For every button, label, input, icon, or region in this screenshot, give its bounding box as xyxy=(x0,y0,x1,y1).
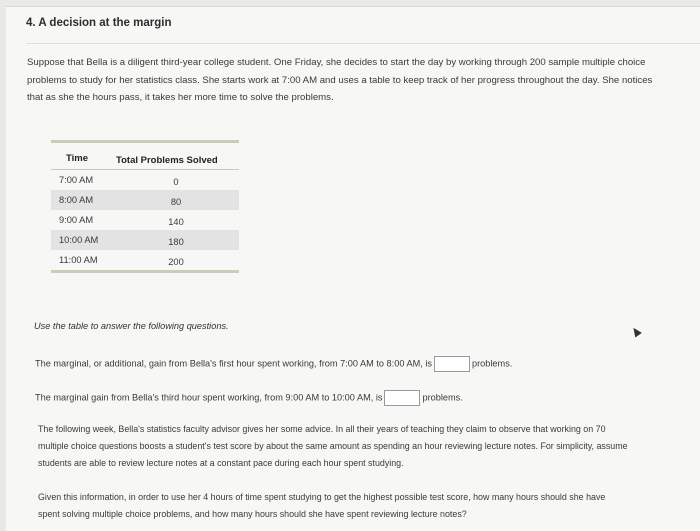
question-2-unit: problems. xyxy=(422,392,463,403)
table-row xyxy=(51,230,239,250)
intro-line: Suppose that Bella is a diligent third-year college student. One Friday, she decides to start the day by working through 200 sample multiple choice xyxy=(27,57,646,68)
final-line: spent solving multiple choice problems, and how many hours should she have spent reviewing lecture notes? xyxy=(38,509,467,519)
table-row xyxy=(51,250,239,270)
question-2 xyxy=(35,390,463,406)
instructions-text: Use the table to answer the following questions. xyxy=(34,321,229,331)
question-panel xyxy=(6,6,700,531)
q1-answer-input[interactable] xyxy=(434,356,470,372)
final-question-paragraph xyxy=(38,489,700,523)
intro-paragraph xyxy=(27,54,700,107)
intro-line: problems to study for her statistics class. She starts work at 7:00 AM and uses a table to keep track of her progress throughout the day. She notices xyxy=(27,74,653,86)
advice-paragraph xyxy=(38,421,700,472)
solved-cell: 80 xyxy=(170,197,182,207)
time-cell: 10:00 AM xyxy=(59,235,99,245)
question-2-text: The marginal gain from Bella's third hour spent working, from 9:00 AM to 10:00 AM, is xyxy=(35,392,383,403)
solved-cell: 180 xyxy=(168,237,184,247)
solved-cell: 0 xyxy=(173,177,179,187)
time-cell: 9:00 AM xyxy=(59,215,94,225)
solved-cell: 200 xyxy=(168,257,184,267)
advice-line: students are able to review lecture notes at a constant pace during each hour spent studying. xyxy=(38,458,404,468)
progress-table xyxy=(51,140,239,273)
solved-column-header: Total Problems Solved xyxy=(116,155,218,166)
question-1-text: The marginal, or additional, gain from Bella's first hour spent working, from 7:00 AM to 8:00 AM, is xyxy=(35,358,432,369)
time-cell: 8:00 AM xyxy=(59,195,94,205)
question-title: 4. A decision at the margin xyxy=(26,17,172,29)
title-divider xyxy=(26,43,700,44)
table-row xyxy=(51,190,239,210)
q2-answer-input[interactable] xyxy=(384,390,420,406)
time-cell: 7:00 AM xyxy=(59,175,94,185)
table-row xyxy=(51,210,239,230)
table-header xyxy=(51,143,239,170)
advice-line: The following week, Bella's statistics faculty advisor gives her some advice. In all their years of teaching they claim to observe that working on 70 xyxy=(38,424,606,434)
final-line: Given this information, in order to use her 4 hours of time spent studying to get the highest possible test score, how many hours should she have xyxy=(38,492,606,502)
question-1-unit: problems. xyxy=(472,358,513,369)
advice-line: multiple choice questions boosts a student's test score by about the same amount as spending an hour reviewing lecture notes. For simplicity, assume xyxy=(38,441,628,451)
time-column-header: Time xyxy=(66,153,89,164)
question-1 xyxy=(35,356,512,372)
intro-line: that as she the hours pass, it takes her more time to solve the problems. xyxy=(27,92,334,103)
table-row xyxy=(51,170,239,190)
mouse-cursor-icon xyxy=(630,326,642,338)
solved-cell: 140 xyxy=(168,217,184,227)
time-cell: 11:00 AM xyxy=(59,255,98,265)
